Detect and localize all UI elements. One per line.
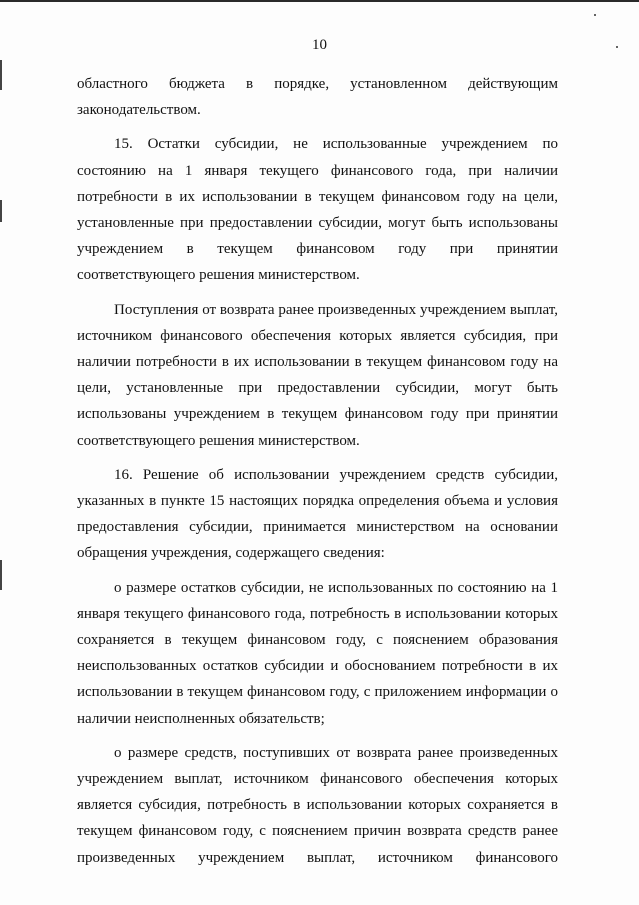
paragraph-remaining-balance: о размере остатков субсидии, не использованных по состоянию на 1 января текущего финансового года, потребность в использовании которых сохраняется в текущем финансовом году, с пояснением образования неиспользованных остатков субсидии и обоснованием потребности в их использовании в текущем финансовом году, с приложением информации о наличии неисполненных обязательств; [77, 579, 558, 727]
paragraph-refunded-funds: о размере средств, поступивших от возврата ранее произведенных учреждением выплат, источником финансового обеспечения которых является субсидия, потребность в использовании которых сохраняется в текущем финансовом году, с пояснением причин возврата средств ранее произведенных учреждением выплат, источником финансового [77, 744, 558, 866]
scan-left-mark [0, 200, 2, 222]
scan-left-mark [0, 60, 2, 90]
scan-speck [594, 14, 596, 16]
paragraph-continuation: областного бюджета в порядке, установленном действующим законодательством. [77, 76, 558, 119]
paragraph-refunds: Поступления от возврата ранее произведенных учреждением выплат, источником финансового обеспечения которых является субсидия, при наличии потребности в их использовании в текущем финансовом году на цели, установленные при предоставлении субсидии, могут быть использованы учреждением в текущем финансовом году при принятии соответствующего решения министерством. [77, 301, 558, 449]
document-body [77, 71, 558, 871]
scan-left-mark [0, 560, 2, 590]
page-number: 10 [312, 37, 327, 53]
paragraph-item-15: 15. Остатки субсидии, не использованные учреждением по состоянию на 1 января текущего финансового года, при наличии потребности в их использовании в текущем финансовом году на цели, установленные при предоставлении субсидии, могут быть использованы учреждением в текущем финансовом году при принятии соответствующего решения министерством. [77, 136, 558, 284]
scan-top-edge [0, 0, 639, 2]
paragraph-item-16: 16. Решение об использовании учреждением средств субсидии, указанных в пункте 15 настоящих порядка определения объема и условия предоставления субсидии, принимается министерством на основании обращения учреждения, содержащего сведения: [77, 466, 558, 562]
